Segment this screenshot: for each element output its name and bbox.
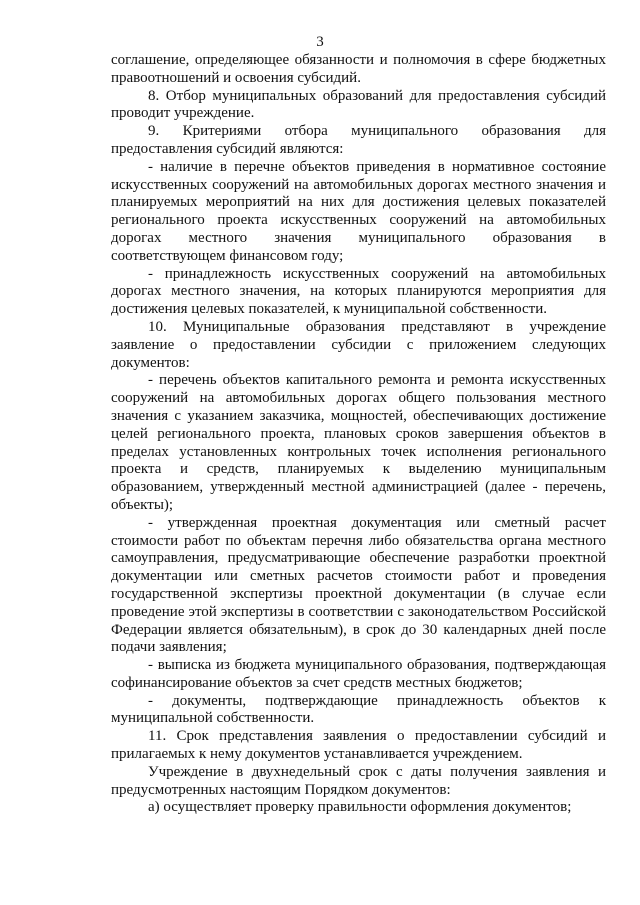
document-body — [111, 52, 606, 817]
paragraph-criterion-2: - принадлежность искусственных сооружений на автомобильных дорогах местного значения, на которых планируются мероприятия для достижения целевых показателей, к муниципальной собственности. — [111, 265, 606, 318]
paragraph-continuation: соглашение, определяющее обязанности и полномочия в сфере бюджетных правоотношений и освоения субсидий. — [111, 52, 606, 86]
paragraph-criterion-1: - наличие в перечне объектов приведения в нормативное состояние искусственных сооружений на автомобильных дорогах местного значения и планируемых мероприятий на них для достижения целевых показателей регионального проекта искусственных сооружений на автомобильных дорогах местного значения муниципального образования в соответствующем финансовом году; — [111, 158, 606, 264]
page-number: 3 — [316, 34, 324, 50]
paragraph-subitem-a: а) осуществляет проверку правильности оформления документов; — [148, 799, 572, 816]
paragraph-document-list: - перечень объектов капитального ремонта и ремонта искусственных сооружений на автомобильных дорогах общего пользования местного значения с указанием заказчика, мощностей, обеспечивающих достижение целей регионального проекта, плановых сроков завершения объектов в пределах установленных контрольных точек исполнения регионального проекта и средств, планируемых к выделению муниципальным образованием, утвержденный местной администрацией (далее - перечень, объекты); — [111, 372, 606, 513]
paragraph-item-11: 11. Срок представления заявления о предоставлении субсидий и прилагаемых к нему документов устанавливается учреждением. — [111, 728, 606, 763]
paragraph-item-10: 10. Муниципальные образования представляют в учреждение заявление о предоставлении субсидии с приложением следующих документов: — [111, 318, 606, 371]
paragraph-document-budget: - выписка из бюджета муниципального образования, подтверждающая софинансирование объектов за счет средств местных бюджетов; — [111, 657, 606, 691]
paragraph-document-ownership: - документы, подтверждающие принадлежность объектов к муниципальной собственности. — [111, 692, 606, 727]
paragraph-institution-term: Учреждение в двухнедельный срок с даты получения заявления и предусмотренных настоящим Порядком документов: — [111, 763, 606, 798]
paragraph-item-8: 8. Отбор муниципальных образований для предоставления субсидий проводит учреждение. — [111, 87, 606, 122]
paragraph-item-9: 9. Критериями отбора муниципального образования для предоставления субсидий являются: — [111, 123, 606, 157]
paragraph-document-project: - утвержденная проектная документация или сметный расчет стоимости работ по объектам перечня либо обязательства органа местного самоуправления, предусматривающие обеспечение разработки проектной документации или сметных расчетов стоимости работ и проведения государственной экспертизы проектной документации (в случае если проведение этой экспертизы в соответствии с законодательством Российской Федерации является обязательным), в срок до 30 календарных дней после подачи заявления; — [111, 514, 606, 656]
